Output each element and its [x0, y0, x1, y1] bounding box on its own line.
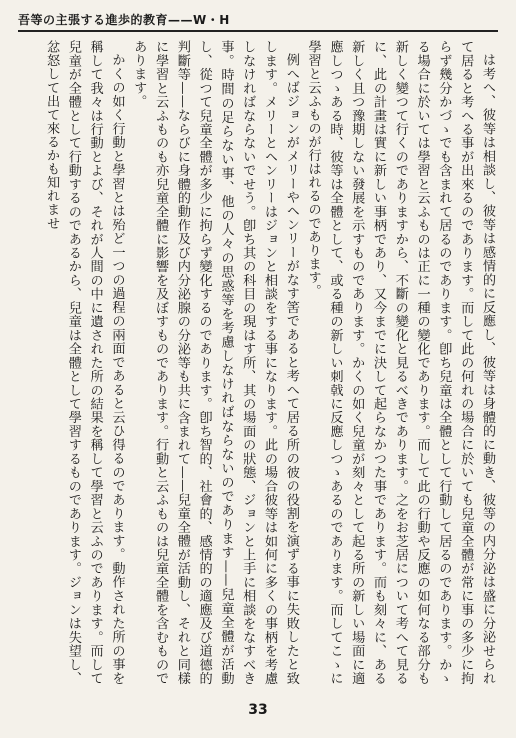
paragraph-2: 例へばジョンがメリーやヘンリーがなす筈であると考へて居る所の彼の役割を演ずる事に失敗したと致します。メリーとヘンリーはジョンと相談をする事になります。此の場合彼等は如何に多くの事柄を考慮しなければならないでせう。卽ち其の科目の現はす所、其の場面の狀態、ジョンと上手に相談をなすべき事。時間の足らない事、他の人々の思惑等を考慮しなければならないのであります——兒童全體が活動し、從つて兒童全體が多少に拘らず變化するのであります。卽ち智的、社會的、感情的の適應及び道德的判斷等——ならびに身體的動作及び内分泌腺の分泌等も共に含まれて——兒童全體が活動し、それと同樣に學習と云ふものも亦兒童全體に影響を及ぼすものであります。行動と云ふものは兒童全體を含むものであります。	[131, 40, 299, 685]
paragraph-1: は考へ、彼等は相談し、彼等は感情的に反應し、彼等は身體的に動き、彼等の内分泌は盛に分泌せられて居ると考へる事が出來るのであります。而して此の何れの場合に於いても兒童全體が常に事の多少に拘らず幾分かづゝでも含まれて居るのであります。卽ち兒童は全體として行動して居るのであります。かゝる場合に於いては學習と云ふものは正に一種の變化であります。而して此の行動や反應の如何なる部分も新しく變つて行くのでありますから、不斷の變化と見るべきであります。之をお芝居について考へて見るに、此の計畫は實に新しい事柄であり、又今までに決して起らなかつた事であります。而も刻々に、ある新しく且つ豫期しない發展を示すものであります。かくの如く兒童が刻々として起る所の新しい場面に適應しつゝある時、彼等は全體として、或る種の新しい刺戟に反應しつゝあるのであります。而してこゝに學習と云ふものが行はれるのであります。	[305, 40, 495, 685]
page-number: 33	[248, 702, 268, 718]
header-rule	[18, 30, 498, 32]
vertical-body-text	[18, 40, 498, 685]
paragraph-3: かくの如く行動と學習とは殆ど一つの過程の兩面であると云ひ得るのであります。動作された所の事を稱して我々は行動とよび、それが人間の中に遺された所の結果を稱して學習と云ふのであります。而して兒童が全體として行動するのであるから、兒童は全體として學習するものであります。ジョンは失望し、忿怒して出て來るかも知れませ	[44, 40, 125, 685]
running-header: 吾等の主張する進歩的教育——W・H	[18, 12, 230, 27]
